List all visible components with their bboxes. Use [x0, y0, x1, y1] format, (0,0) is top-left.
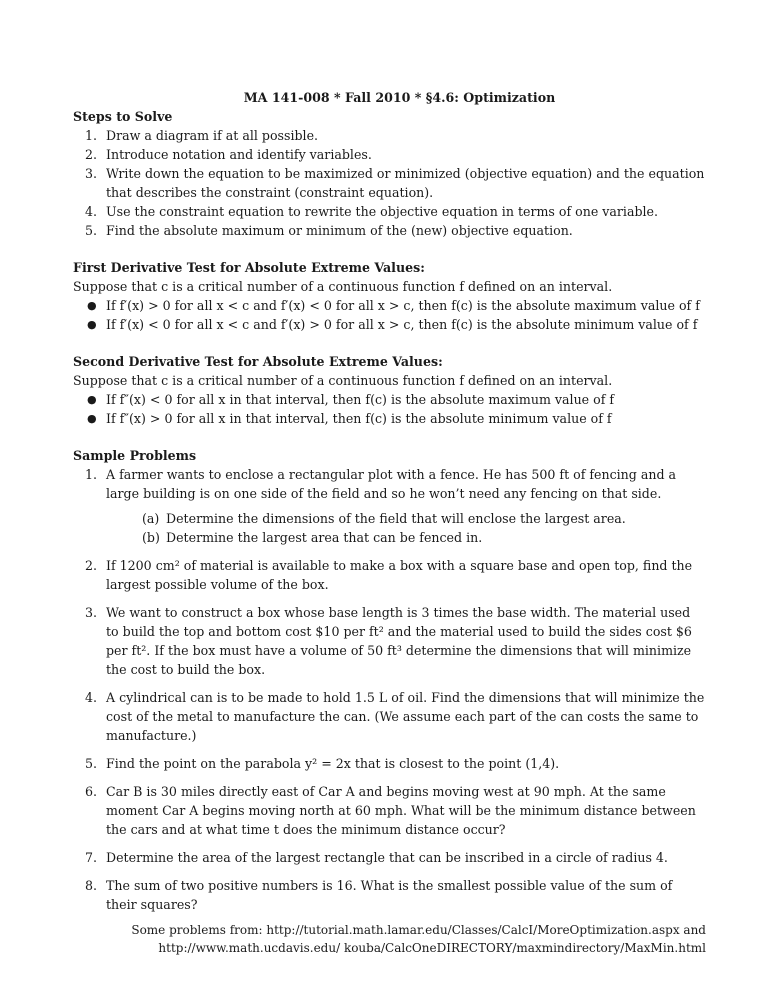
document-page — [73, 88, 706, 957]
list-item: 3. We want to construct a box whose base length is 3 times the base width. The material used to build the top and bottom cost $10 per ft² and the material used to build the sides cost $6 per ft². If the box must have a volume of 50 ft³ determine the dimensions that will minimize the cost to build the box. — [85, 605, 692, 677]
source-footnote — [73, 921, 706, 957]
sub-question-b: (b) Determine the largest area that can be fenced in. — [142, 530, 483, 545]
list-item: 2. If 1200 cm² of material is available to make a box with a square base and open top, find the largest possible volume of the box. — [85, 558, 693, 592]
bullet-icon: ● — [87, 318, 97, 331]
sub-questions — [106, 509, 706, 547]
list-item: 2. Introduce notation and identify variables. — [85, 147, 372, 162]
list-item: 1. Draw a diagram if at all possible. — [85, 128, 319, 143]
second-test-heading: Second Derivative Test for Absolute Extreme Values: — [73, 354, 443, 369]
list-item: 6. Car B is 30 miles directly east of Car A and begins moving west at 90 mph. At the same moment Car A begins moving north at 60 mph. What will be the minimum distance between the cars and at what time t does the minimum distance occur? — [85, 784, 696, 837]
list-item: ● If f″(x) < 0 for all x in that interval, then f(c) is the absolute maximum value of f — [87, 392, 615, 407]
list-item: 3. Write down the equation to be maximized or minimized (objective equation) and the equation that describes the constraint (constraint equation). — [85, 166, 705, 200]
list-item: 8. The sum of two positive numbers is 16. What is the smallest possible value of the sum of their squares? — [85, 878, 673, 912]
steps-list — [73, 126, 706, 240]
list-item: ● If f′(x) > 0 for all x < c and f′(x) < 0 for all x > c, then f(c) is the absolute maximum value of f — [87, 298, 700, 313]
first-test-bullets — [73, 296, 706, 334]
bullet-icon: ● — [87, 412, 97, 425]
first-test-intro: Suppose that c is a critical number of a continuous function f defined on an interval. — [73, 279, 613, 294]
first-derivative-test-section — [73, 258, 706, 334]
list-item: 1. A farmer wants to enclose a rectangular plot with a fence. He has 500 ft of fencing and a large building is on one side of the field and so he won’t need any fencing on that side. (a) Determine the dimensions of the field that will enclose the largest area. (b) Determine the largest area that can be fenced in. — [73, 465, 706, 547]
first-test-heading: First Derivative Test for Absolute Extreme Values: — [73, 260, 425, 275]
page-title: MA 141-008 * Fall 2010 * §4.6: Optimization — [243, 90, 556, 105]
second-test-bullets — [73, 390, 706, 428]
steps-heading: Steps to Solve — [73, 109, 173, 124]
list-item: 4. Use the constraint equation to rewrite the objective equation in terms of one variable. — [85, 204, 659, 219]
list-item: 5. Find the absolute maximum or minimum of the (new) objective equation. — [85, 223, 573, 238]
sub-question-a: (a) Determine the dimensions of the field that will enclose the largest area. — [142, 511, 626, 526]
list-item: 7. Determine the area of the largest rectangle that can be inscribed in a circle of radius 4. — [85, 850, 668, 865]
bullet-icon: ● — [87, 299, 97, 312]
list-item: 5. Find the point on the parabola y² = 2x that is closest to the point (1,4). — [85, 756, 560, 771]
footnote-line-2: http://www.math.ucdavis.edu/ kouba/CalcOneDIRECTORY/maxmindirectory/MaxMin.html — [158, 941, 706, 955]
second-test-intro: Suppose that c is a critical number of a continuous function f defined on an interval. — [73, 373, 613, 388]
sample-problems-list — [73, 465, 706, 914]
list-item: ● If f′(x) < 0 for all x < c and f′(x) > 0 for all x > c, then f(c) is the absolute minimum value of f — [87, 317, 698, 332]
steps-section — [73, 107, 706, 240]
list-item: 4. A cylindrical can is to be made to hold 1.5 L of oil. Find the dimensions that will minimize the cost of the metal to manufacture the can. (We assume each part of the can costs the same to manufacture.) — [85, 690, 705, 743]
samples-heading: Sample Problems — [73, 448, 197, 463]
second-derivative-test-section — [73, 352, 706, 428]
footnote-line-1: Some problems from: http://tutorial.math.lamar.edu/Classes/CalcI/MoreOptimization.aspx and — [131, 923, 706, 937]
list-item: ● If f″(x) > 0 for all x in that interval, then f(c) is the absolute minimum value of f — [87, 411, 612, 426]
sample-problems-section — [73, 446, 706, 914]
bullet-icon: ● — [87, 393, 97, 406]
